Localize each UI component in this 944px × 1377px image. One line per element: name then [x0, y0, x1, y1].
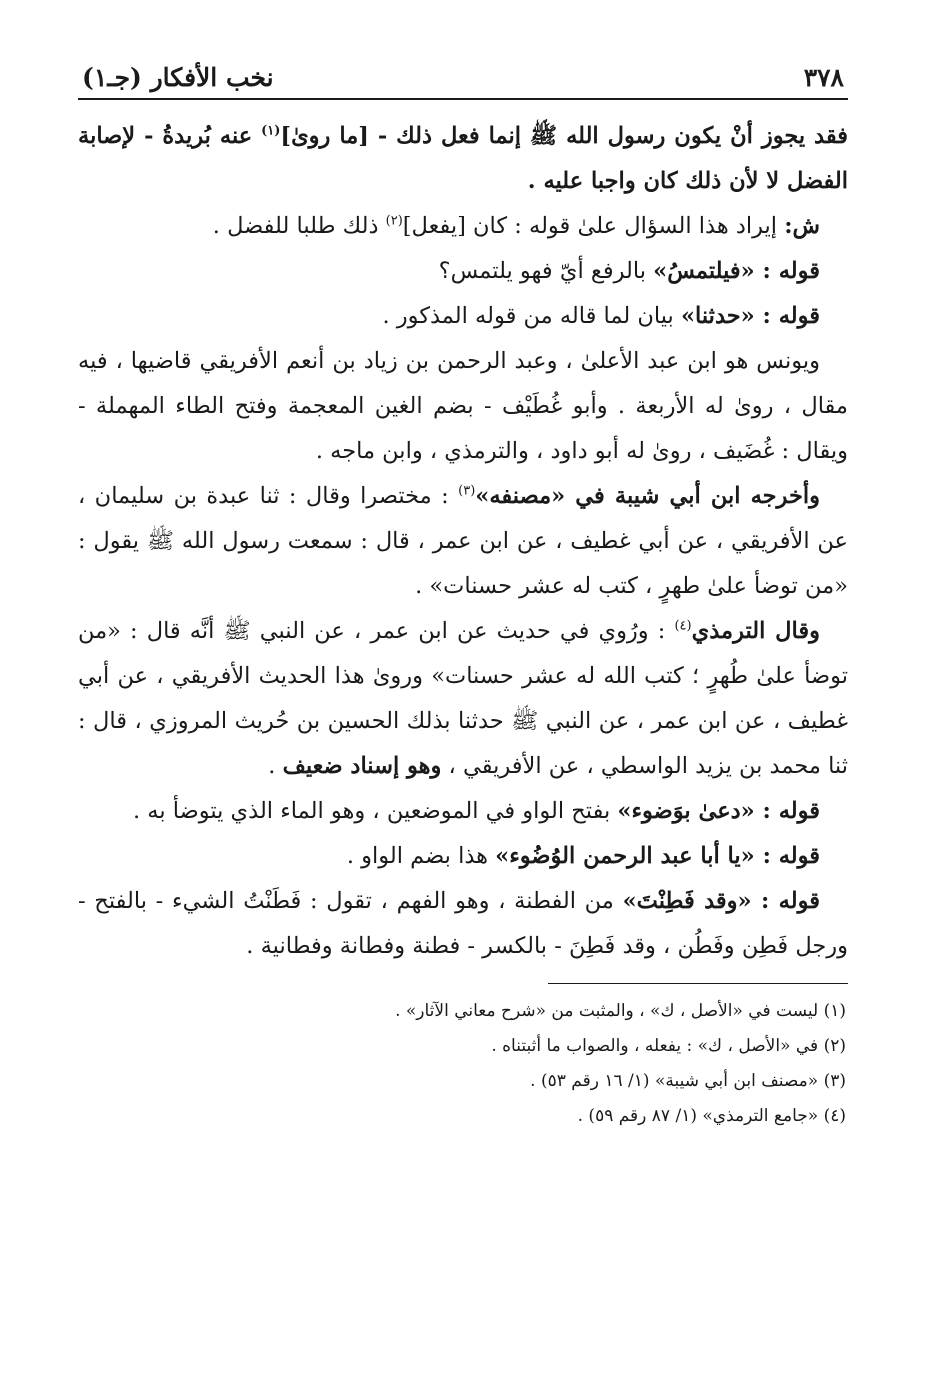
footnote-ref-4: (٤): [674, 618, 692, 634]
footnote-4: (٤) «جامع الترمذي» (١/ ٨٧ رقم ٥٩) .: [577, 1106, 846, 1126]
footnote-divider: [548, 983, 848, 984]
header-divider: [78, 98, 848, 100]
paragraph-4-label: قوله : «حدثنا»: [680, 303, 820, 329]
footnote-3: (٣) «مصنف ابن أبي شيبة» (١/ ١٦ رقم ٥٣) .: [530, 1071, 846, 1091]
paragraph-10-text: من الفطنة ، وهو الفهم ، تقول : فَطَنْتُ الشيء - بالفتح - ورجل فَطِن وفَطُن ، وقد فَطِنَ - بالكسر - فطنة وفطانة وفطانية .: [78, 888, 848, 959]
paragraph-2-tail: ذلك طلبا للفضل .: [212, 213, 386, 239]
paragraph-5: ويونس هو ابن عبد الأعلىٰ ، وعبد الرحمن بن زياد بن أنعم الأفريقي قاضيها ، فيه مقال ، روىٰ له الأربعة . وأبو غُطَيْف - بضم الغين المعجمة وفتح الطاء المهملة - ويقال : غُضَيف ، روىٰ له أبو داود ، والترمذي ، وابن ماجه .: [78, 348, 848, 464]
paragraph-10: [78, 879, 848, 969]
paragraph-1: [78, 114, 848, 204]
paragraph-9-text: هذا بضم الواو .: [346, 843, 496, 869]
paragraph-3-text: بالرفع أيّ فهو يلتمس؟: [438, 258, 654, 284]
paragraph-4: [78, 294, 848, 339]
paragraph-9-label: قوله : «يا أبا عبد الرحمن الوُضُوء»: [495, 843, 820, 869]
paragraph-6: [78, 474, 848, 609]
paragraph-3-label: قوله : «فيلتمسُ»: [653, 258, 820, 284]
footnote-ref-3: (٣): [458, 483, 476, 499]
paragraph-8: [78, 789, 848, 834]
paragraph-3: [78, 249, 848, 294]
paragraph-1-text: فقد يجوز أنْ يكون رسول الله ﷺ إنما فعل ذلك - [ما روىٰ]: [280, 123, 849, 149]
paragraph-7-text: : ورُوي في حديث عن ابن عمر ، عن النبي ﷺ أنَّه قال : «من توضأ علىٰ طُهرٍ ؛ كتب الله له عشر حسنات» وروىٰ هذا الحديث الأفريقي ، عن أبي غطيف ، عن ابن عمر ، عن النبي ﷺ حدثنا بذلك الحسين بن حُريث المروزي ، قال : ثنا محمد بن يزيد الواسطي ، عن الأفريقي ،: [78, 618, 848, 779]
paragraph-2: [78, 204, 848, 249]
paragraph-1-tail: عنه بُريدةُ - لإصابة الفضل لا لأن ذلك كان واجبا عليه .: [78, 123, 848, 194]
paragraph-9: [78, 834, 848, 879]
paragraph-2-text: إيراد هذا السؤال علىٰ قوله : كان [يفعل]: [402, 213, 785, 239]
paragraph-4-text: بيان لما قاله من قوله المذكور .: [382, 303, 681, 329]
paragraph-7: [78, 609, 848, 789]
paragraph-6-label: وأخرجه ابن أبي شيبة في «مصنفه»: [475, 483, 820, 509]
book-title: نخب الأفكار (جـ١): [82, 63, 274, 92]
footnote-1: (١) ليست في «الأصل ، ك» ، والمثبت من «شرح معاني الآثار» .: [395, 1001, 846, 1021]
paragraph-10-label: قوله : «وقد فَطِنْتَ»: [622, 888, 820, 914]
page-number: ٣٧٨: [803, 63, 844, 92]
paragraph-6-text: : مختصرا وقال : ثنا عبدة بن سليمان ، عن الأفريقي ، عن أبي غطيف ، عن ابن عمر ، قال : سمعت رسول الله ﷺ يقول : «من توضأ علىٰ طهرٍ ، كتب له عشر حسنات» .: [78, 483, 848, 599]
page: [78, 52, 848, 1134]
paragraph-7-end: .: [268, 753, 283, 779]
footnote-ref-1: (١): [261, 123, 281, 139]
paragraph-8-text: بفتح الواو في الموضعين ، وهو الماء الذي يتوضأ به .: [132, 798, 618, 824]
paragraph-2-label: ش:: [784, 213, 820, 239]
paragraph-7-bold-tail: وهو إسناد ضعيف: [282, 753, 442, 779]
footnote-2: (٢) في «الأصل ، ك» : يفعله ، والصواب ما أثبتناه .: [491, 1036, 846, 1056]
paragraph-8-label: قوله : «دعىٰ بوَضوء»: [617, 798, 820, 824]
paragraph-7-label: وقال الترمذي: [691, 618, 820, 644]
footnote-ref-2: (٢): [385, 213, 403, 229]
page-header: [78, 52, 848, 92]
